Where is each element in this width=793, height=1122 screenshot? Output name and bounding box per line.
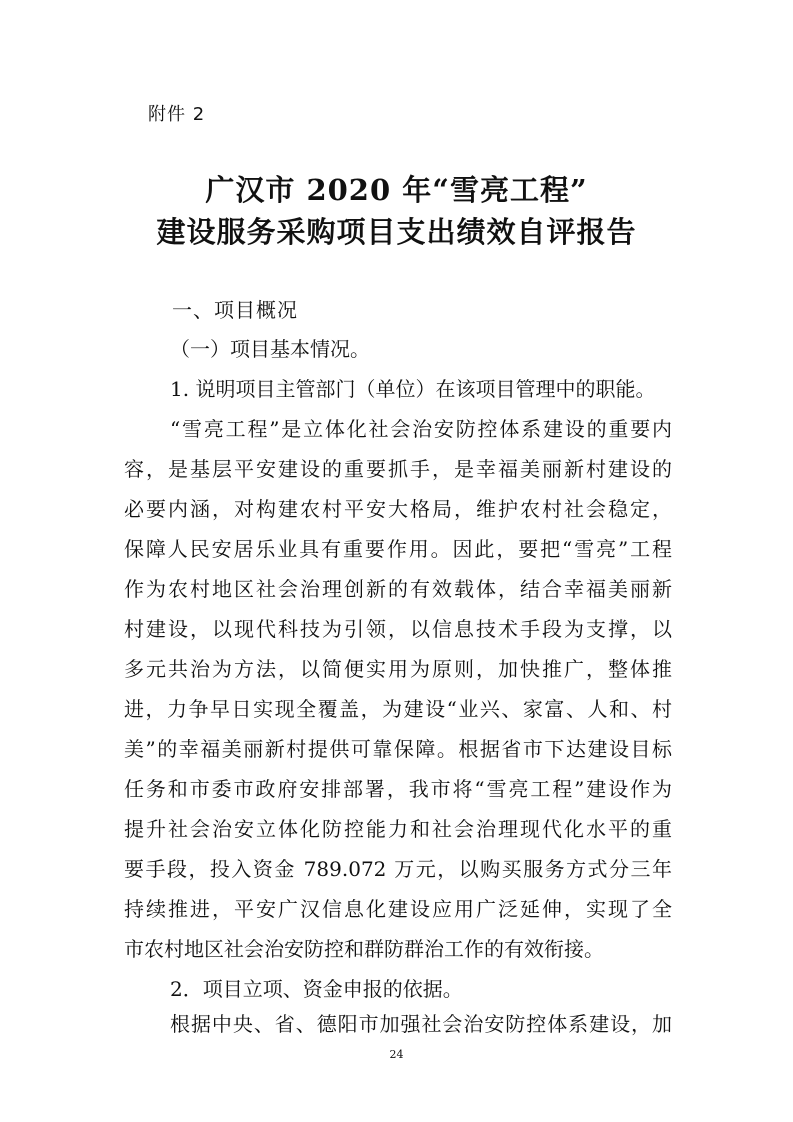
page-number: 24 [389, 1048, 404, 1061]
paragraph-line: 市农村地区社会治安防控和群防群治工作的有效衔接。 [124, 937, 604, 961]
paragraph-line: “雪亮工程”是立体化社会治安防控体系建设的重要内 [170, 417, 672, 441]
section-heading-project-overview: 一、项目概况 [172, 298, 298, 322]
paragraph-line: 多元共治为方法，以简便实用为原则，加快推广，整体推 [124, 657, 672, 681]
paragraph-line: 任务和市委市政府安排部署，我市将“雪亮工程”建设作为 [124, 777, 672, 801]
paragraph-line: 根据中央、省、德阳市加强社会治安防控体系建设，加 [170, 1012, 672, 1036]
paragraph-line: 进，力争早日实现全覆盖，为建设“业兴、家富、人和、村 [124, 697, 672, 721]
paragraph-line: 容，是基层平安建设的重要抓手，是幸福美丽新村建设的 [124, 457, 672, 481]
paragraph-line: 村建设，以现代科技为引领，以信息技术手段为支撑，以 [124, 617, 672, 641]
document-title-line-1: 广汉市 2020 年“雪亮工程” [205, 173, 588, 207]
attachment-label: 附件 2 [148, 104, 206, 125]
subsection-heading-basic-info: （一）项目基本情况。 [170, 337, 370, 361]
item-heading-2: 2．项目立项、资金申报的依据。 [170, 977, 463, 1001]
paragraph-line: 提升社会治安立体化防控能力和社会治理现代化水平的重 [124, 817, 672, 841]
paragraph-line: 要手段，投入资金 789.072 万元，以购买服务方式分三年 [124, 857, 672, 881]
item-heading-1: 1. 说明项目主管部门（单位）在该项目管理中的职能。 [170, 377, 656, 401]
document-title-line-2: 建设服务采购项目支出绩效自评报告 [156, 215, 637, 249]
paragraph-line: 必要内涵，对构建农村平安大格局，维护农村社会稳定， [124, 497, 672, 521]
paragraph-line: 美”的幸福美丽新村提供可靠保障。根据省市下达建设目标 [124, 737, 672, 761]
paragraph-line: 持续推进，平安广汉信息化建设应用广泛延伸，实现了全 [124, 897, 672, 921]
paragraph-line: 作为农村地区社会治理创新的有效载体，结合幸福美丽新 [124, 577, 672, 601]
paragraph-line: 保障人民安居乐业具有重要作用。因此，要把“雪亮”工程 [124, 537, 672, 561]
